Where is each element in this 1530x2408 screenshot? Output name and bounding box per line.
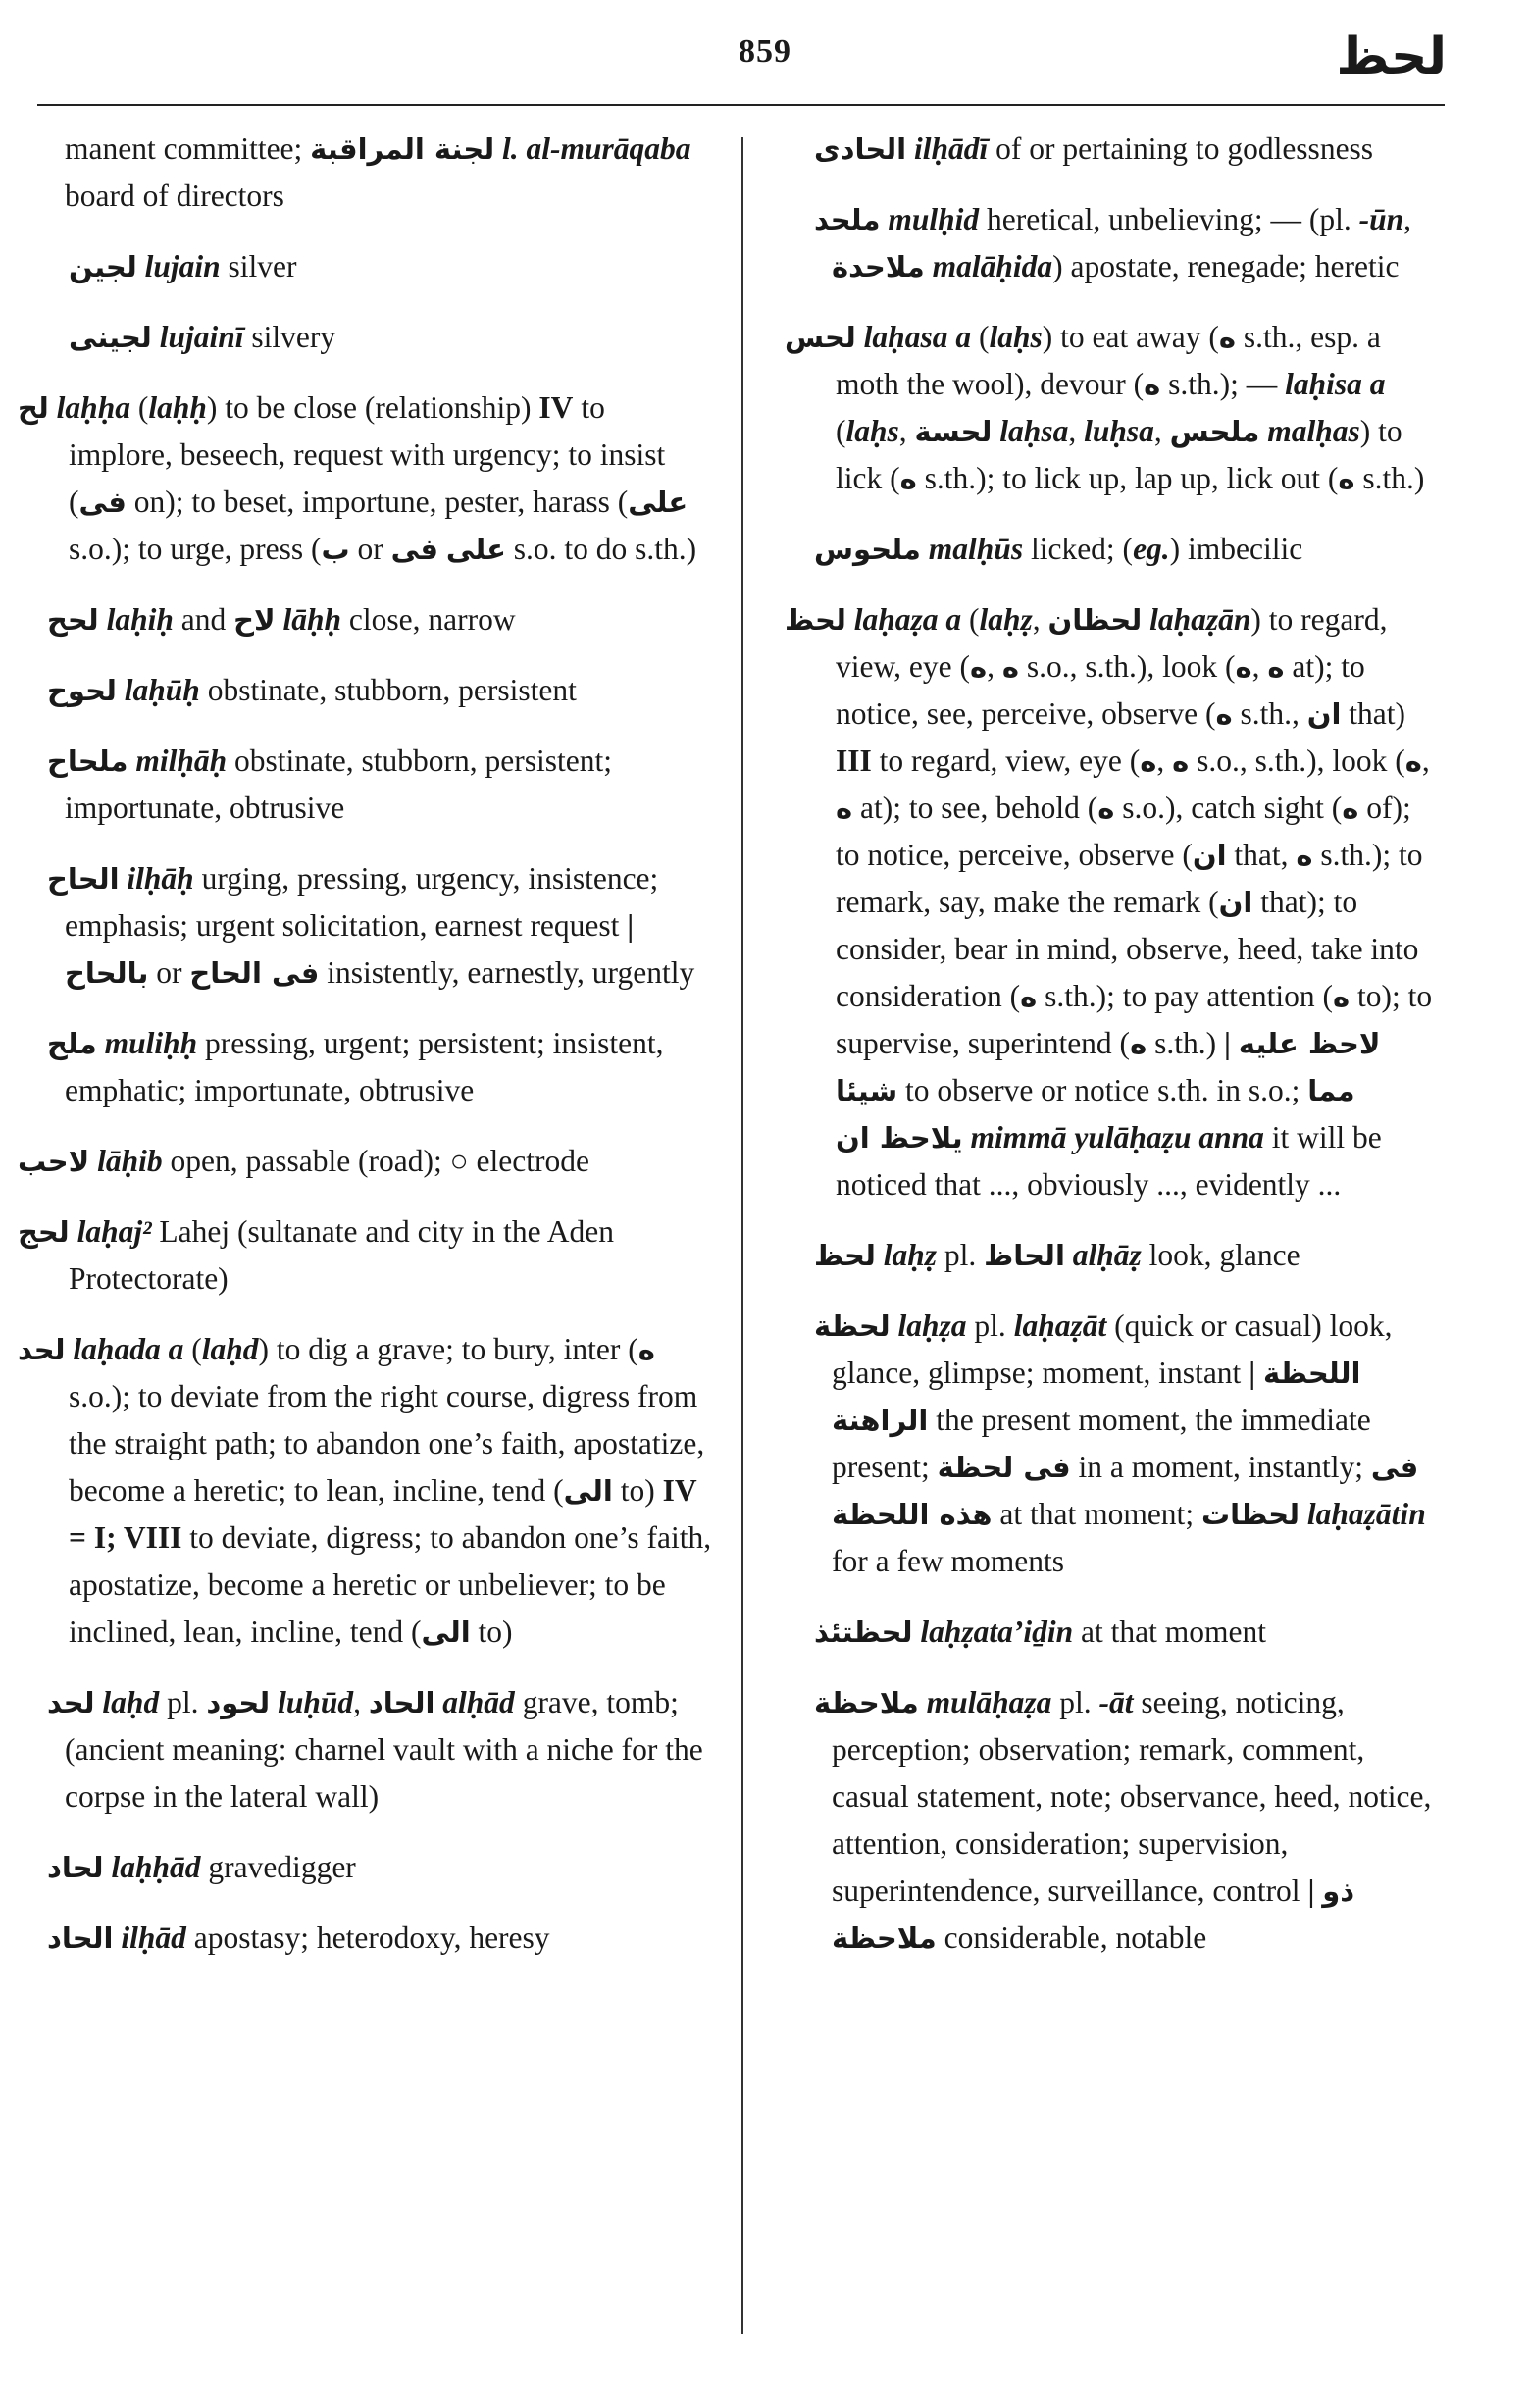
arabic-headword: لحد xyxy=(47,1686,95,1719)
arabic-headword: ملحوس xyxy=(814,533,921,566)
arabic-headword: لحس xyxy=(785,321,856,354)
right-entry-8: ملاحظة mulāḥaẓa pl. -āt seeing, noticing, perception; observation; remark, comment, casual statement, note; observance, heed, notice, attention, consideration; supervision, superintendence, surveillance, control | ذو ملاحظة considerable, notable xyxy=(814,1685,1432,1955)
left-entry-13: لحاد laḥḥād gravedigger xyxy=(47,1850,356,1884)
arabic-headword: لحج xyxy=(18,1215,70,1249)
arabic-headword: لحوح xyxy=(47,674,117,707)
left-entry-7: الحاح ilḥāḥ urging, pressing, urgency, insistence; emphasis; urgent solicitation, earnest request | بالحاح or فى الحاح insistently, earnestly, urgently xyxy=(47,861,695,990)
left-entry-1: لجين lujain silver xyxy=(69,249,297,283)
left-entry-6: ملحاح milḥāḥ obstinate, stubborn, persistent; importunate, obtrusive xyxy=(47,743,612,825)
left-entry-8: ملح muliḥḥ pressing, urgent; persistent; insistent, emphatic; importunate, obtrusive xyxy=(47,1026,664,1107)
arabic-headword: ملاحظة xyxy=(814,1686,919,1719)
arabic-headword: الحادى xyxy=(814,132,907,166)
arabic-headword: لجين xyxy=(69,250,137,283)
arabic-headword: لجينى xyxy=(69,321,152,354)
arabic-headword: ملح xyxy=(47,1027,97,1060)
arabic-headword: لحظة xyxy=(814,1309,891,1343)
right-entry-1: ملحد mulḥid heretical, unbelieving; — (pl. -ūn, ملاحدة malāḥida) apostate, renegade; heretic xyxy=(814,202,1412,283)
arabic-headword: ملحد xyxy=(814,203,881,236)
arabic-headword: ملحاح xyxy=(47,744,128,778)
left-entry-2: لجينى lujainī silvery xyxy=(69,320,336,354)
running-headword: لحظ xyxy=(1336,27,1447,86)
left-entry-5: لحوح laḥūḥ obstinate, stubborn, persistent xyxy=(47,673,577,707)
right-entry-6: لحظة laḥẓa pl. laḥaẓāt (quick or casual) look, glance, glimpse; moment, instant | اللحظة الراهنة the present moment, the immediate present; فى لحظة in a moment, instantly; فى هذه اللحظة at that moment; لحظات laḥaẓātin for a few moments xyxy=(814,1308,1426,1578)
arabic-headword: لحح xyxy=(47,603,99,637)
left-entry-3: لح laḥḥa (laḥḥ) to be close (relationship) IV to implore, beseech, request with urgency; to insist (فى on); to beset, importune, pester, harass (على s.o.); to urge, press (ب or فى على s.o. to do s.th.) xyxy=(18,390,697,566)
arabic-headword: لحد xyxy=(18,1333,66,1366)
arabic-headword: لح xyxy=(18,391,49,425)
arabic-headword: لحاد xyxy=(47,1851,104,1884)
left-entry-0: manent committee; لجنة المراقبة l. al-murāqaba board of directors xyxy=(65,131,691,213)
left-entry-10: لحج laḥaj² Lahej (sultanate and city in the Aden Protectorate) xyxy=(18,1214,615,1296)
right-entry-0: الحادى ilḥādī of or pertaining to godlessness xyxy=(814,131,1374,166)
left-entry-11: لحد laḥada a (laḥd) to dig a grave; to bury, inter (ه s.o.); to deviate from the right course, digress from the straight path; to abandon one’s faith, apostatize, become a heretic; to lean, incline, tend (الى to) IV = I; VIII to deviate, digress; to abandon one’s faith, apostatize, become a heretic or unbeliever; to be inclined, lean, incline, tend (الى to) xyxy=(18,1332,712,1649)
left-entry-12: لحد laḥd pl. لحود luḥūd, الحاد alḥād grave, tomb; (ancient meaning: charnel vault with a niche for the corpse in the lateral wall) xyxy=(47,1685,703,1814)
arabic-headword: لحظ xyxy=(814,1239,876,1272)
arabic-headword: الحاد xyxy=(47,1921,114,1955)
right-entry-7: لحظتئذ laḥẓata’iḏin at that moment xyxy=(814,1614,1266,1649)
right-column xyxy=(785,126,1442,1985)
left-entry-9: لاحب lāḥib open, passable (road); ○ electrode xyxy=(18,1144,589,1178)
right-entry-5: لحظ laḥẓ pl. الحاظ alḥāẓ look, glance xyxy=(814,1238,1300,1272)
right-entry-4: لحظ laḥaẓa a (laḥẓ, لحظان laḥaẓān) to regard, view, eye (ه, ه s.o., s.th.), look (ه, ه at); to notice, see, perceive, observe (ه s.th., ان that) III to regard, view, eye (ه, ه s.o., s.th.), look (ه, ه at); to see, behold (ه s.o.), catch sight (ه of); to notice, perceive, observe (ان that, ه s.th.); to remark, say, make the remark (ان that); to consider, bear in mind, observe, heed, take into consideration (ه s.th.); to pay attention (ه to); to supervise, superintend (ه s.th.) | لاحظ عليه شيئا to observe or notice s.th. in s.o.; مما يلاحظ ان mimmā yulāḥaẓu anna it will be noticed that ..., obviously ..., evidently ... xyxy=(785,602,1433,1202)
column-divider xyxy=(741,137,743,2334)
left-entry-14: الحاد ilḥād apostasy; heterodoxy, heresy xyxy=(47,1921,550,1955)
right-entry-2: لحس laḥasa a (laḥs) to eat away (ه s.th., esp. a moth the wool), devour (ه s.th.); — laḥisa a (laḥs, لحسة laḥsa, luḥsa, ملحس malḥas) to lick (ه s.th.); to lick up, lap up, lick out (ه s.th.) xyxy=(785,320,1425,495)
left-entry-4: لحح laḥiḥ and لاح lāḥḥ close, narrow xyxy=(47,602,516,637)
arabic-headword: لاحب xyxy=(18,1145,90,1178)
arabic-headword: لحظ xyxy=(785,603,846,637)
page-number: 859 xyxy=(739,33,791,70)
arabic-headword: الحاح xyxy=(47,862,120,896)
left-column xyxy=(18,126,716,1985)
right-entry-3: ملحوس malḥūs licked; (eg.) imbecilic xyxy=(814,532,1303,566)
header-rule xyxy=(37,104,1445,106)
arabic-headword: لحظتئذ xyxy=(814,1615,913,1649)
